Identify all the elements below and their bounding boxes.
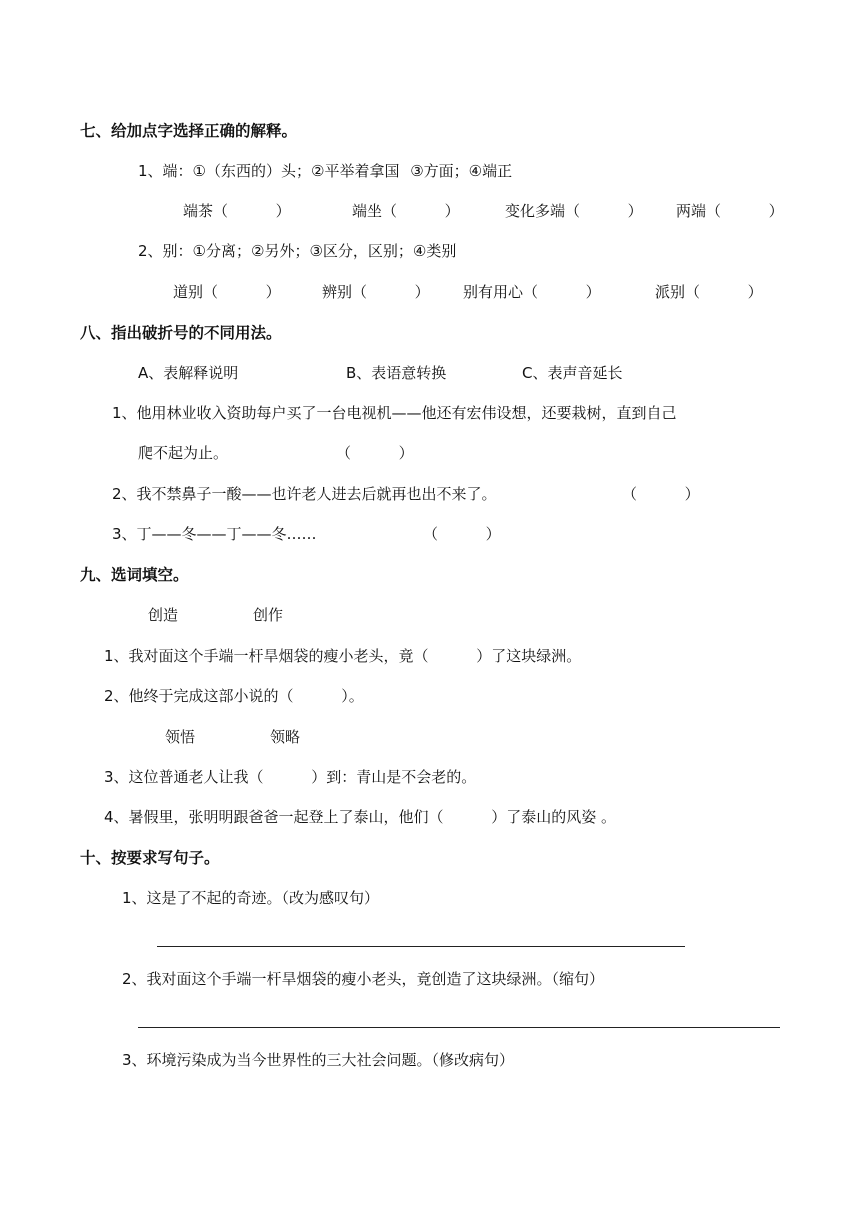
section-9-title: 九、选词填空。 — [80, 566, 189, 584]
s7-q2-item-4[interactable]: 派别（ ） — [655, 283, 763, 301]
s8-option-b: B、表语意转换 — [346, 364, 447, 382]
s8-q1-answer-blank[interactable]: （ ） — [336, 444, 414, 462]
s7-q2-item-3[interactable]: 别有用心（ ） — [463, 283, 601, 301]
s9-q4-text[interactable]: 4、暑假里，张明明跟爸爸一起登上了泰山，他们（ ）了泰山的风姿 。 — [104, 808, 616, 826]
s7-q1-item-1[interactable]: 端茶（ ） — [183, 202, 291, 220]
s9-q1-text[interactable]: 1、我对面这个手端一杆旱烟袋的瘦小老头，竟（ ）了这块绿洲。 — [104, 647, 582, 665]
s8-q3-answer-blank[interactable]: （ ） — [423, 525, 501, 543]
s7-q1-definitions: 1、端：①（东西的）头；②平举着拿国 ③方面；④端正 — [138, 162, 513, 180]
section-7-title: 七、给加点字选择正确的解释。 — [80, 122, 298, 140]
section-10-title: 十、按要求写句子。 — [80, 849, 220, 867]
s9-word-option-1: 创造 — [148, 606, 179, 624]
s9-word-option-2: 创作 — [253, 606, 284, 624]
s8-q2-answer-blank[interactable]: （ ） — [622, 485, 700, 503]
s8-q3-text: 3、丁——冬——丁——冬…… — [112, 525, 317, 543]
section-8-title: 八、指出破折号的不同用法。 — [80, 324, 282, 342]
s7-q2-item-1[interactable]: 道别（ ） — [173, 283, 281, 301]
s7-q2-definitions: 2、别：①分离；②另外；③区分，区别；④类别 — [138, 242, 457, 260]
s8-q2-text: 2、我不禁鼻子一酸——也许老人进去后就再也出不来了。 — [112, 485, 497, 503]
s7-q1-item-4[interactable]: 两端（ ） — [676, 202, 784, 220]
s10-q1-text: 1、这是了不起的奇迹。（改为感叹句） — [122, 889, 380, 907]
s7-q1-item-3[interactable]: 变化多端（ ） — [505, 202, 643, 220]
s9-q3-text[interactable]: 3、这位普通老人让我（ ）到：青山是不会老的。 — [104, 768, 477, 786]
s10-q2-answer-line[interactable] — [138, 1027, 780, 1028]
s8-option-a: A、表解释说明 — [138, 364, 239, 382]
s8-q1-line-2: 爬不起为止。 — [138, 444, 229, 462]
s10-q1-answer-line[interactable] — [157, 946, 685, 947]
s9-word-option-3: 领悟 — [165, 728, 196, 746]
s8-q1-line-1: 1、他用林业收入资助每户买了一台电视机——他还有宏伟设想，还要栽树，直到自己 — [112, 404, 677, 422]
s7-q1-item-2[interactable]: 端坐（ ） — [352, 202, 460, 220]
s9-word-option-4: 领略 — [270, 728, 301, 746]
s10-q2-text: 2、我对面这个手端一杆旱烟袋的瘦小老头，竟创造了这块绿洲。（缩句） — [122, 970, 605, 988]
s7-q2-item-2[interactable]: 辨别（ ） — [322, 283, 430, 301]
s8-option-c: C、表声音延长 — [522, 364, 623, 382]
s9-q2-text[interactable]: 2、他终于完成这部小说的（ ）。 — [104, 687, 364, 705]
s10-q3-text: 3、环境污染成为当今世界性的三大社会问题。（修改病句） — [122, 1051, 515, 1069]
